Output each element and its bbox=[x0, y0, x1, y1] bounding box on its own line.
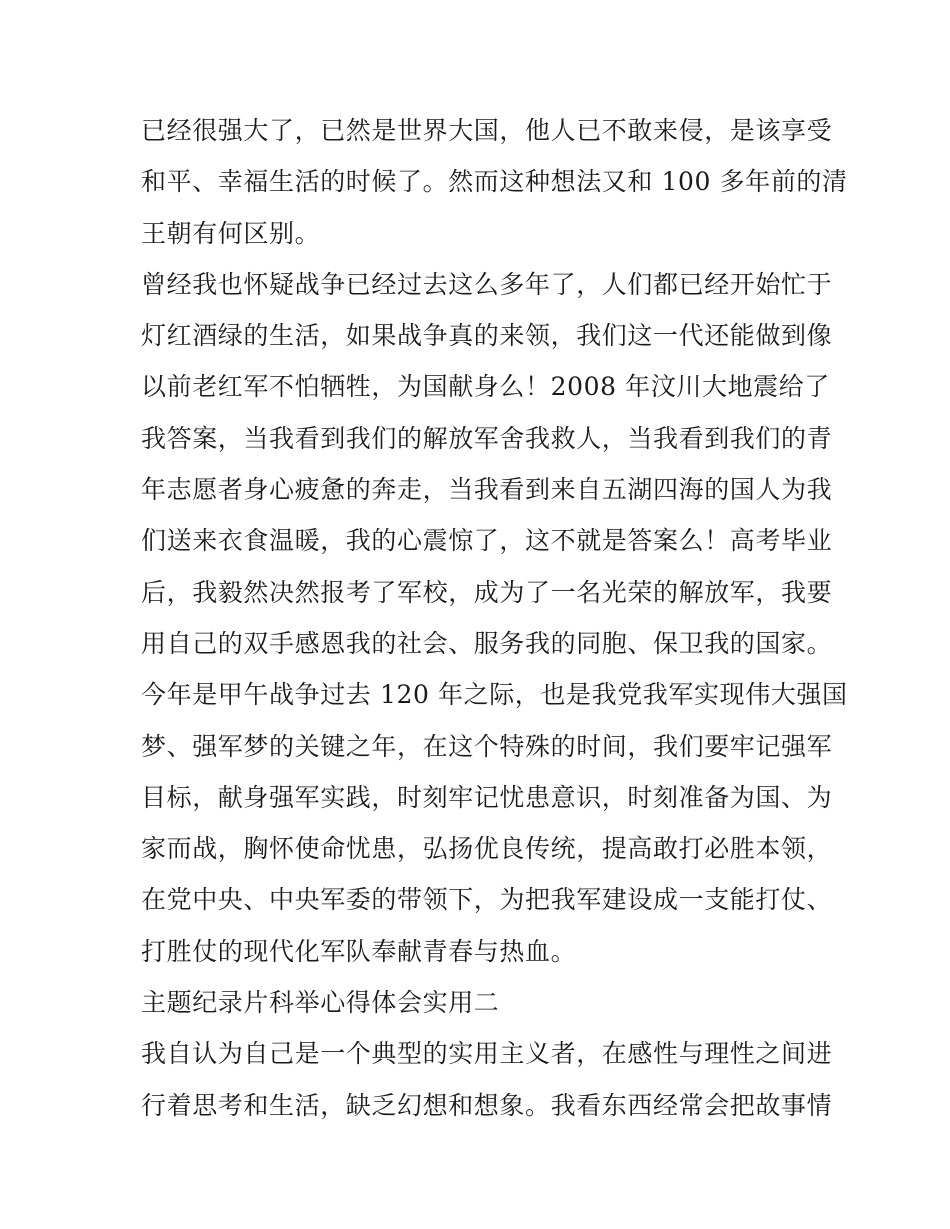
text-line: 灯红酒绿的生活，如果战争真的来领，我们这一代还能做到像 bbox=[141, 321, 833, 351]
text-line: 曾经我也怀疑战争已经过去这么多年了，人们都已经开始忙于 bbox=[141, 269, 833, 299]
text-line: 们送来衣食温暖，我的心震惊了，这不就是答案么！高考毕业 bbox=[141, 526, 833, 556]
text-line: 年志愿者身心疲惫的奔走，当我看到来自五湖四海的国人为我 bbox=[141, 475, 833, 505]
text-line: 在党中央、中央军委的带领下，为把我军建设成一支能打仗、 bbox=[141, 885, 833, 915]
text-line: 我答案，当我看到我们的解放军舍我救人，当我看到我们的青 bbox=[141, 423, 833, 453]
text-line: 行着思考和生活，缺乏幻想和想象。我看东西经常会把故事情 bbox=[141, 1090, 833, 1120]
text-line: 王朝有何区别。 bbox=[141, 218, 321, 248]
body-text bbox=[141, 109, 848, 1135]
text-line: 打胜仗的现代化军队奉献青春与热血。 bbox=[141, 936, 577, 966]
text-line: 后，我毅然决然报考了军校，成为了一名光荣的解放军，我要 bbox=[141, 577, 833, 607]
text-line: 梦、强军梦的关键之年，在这个特殊的时间，我们要牢记强军 bbox=[141, 731, 833, 761]
text-line: 目标，献身强军实践，时刻牢记忧患意识，时刻准备为国、为 bbox=[141, 782, 833, 812]
text-line: 家而战，胸怀使命忧患，弘扬优良传统，提高敢打必胜本领， bbox=[141, 834, 833, 864]
text-line: 我自认为自己是一个典型的实用主义者，在感性与理性之间进 bbox=[141, 1039, 833, 1069]
text-line: 今年是甲午战争过去 120 年之际，也是我党我军实现伟大强国 bbox=[141, 680, 848, 710]
text-line: 和平、幸福生活的时候了。然而这种想法又和 100 多年前的清 bbox=[141, 167, 848, 197]
section-heading: 主题纪录片科举心得体会实用二 bbox=[141, 988, 500, 1018]
text-line: 以前老红军不怕牺牲，为国献身么！2008 年汶川大地震给了 bbox=[141, 372, 830, 402]
text-line: 已经很强大了，已然是世界大国，他人已不敢来侵，是该享受 bbox=[141, 116, 833, 145]
text-line: 用自己的双手感恩我的社会、服务我的同胞、保卫我的国家。 bbox=[141, 628, 833, 658]
